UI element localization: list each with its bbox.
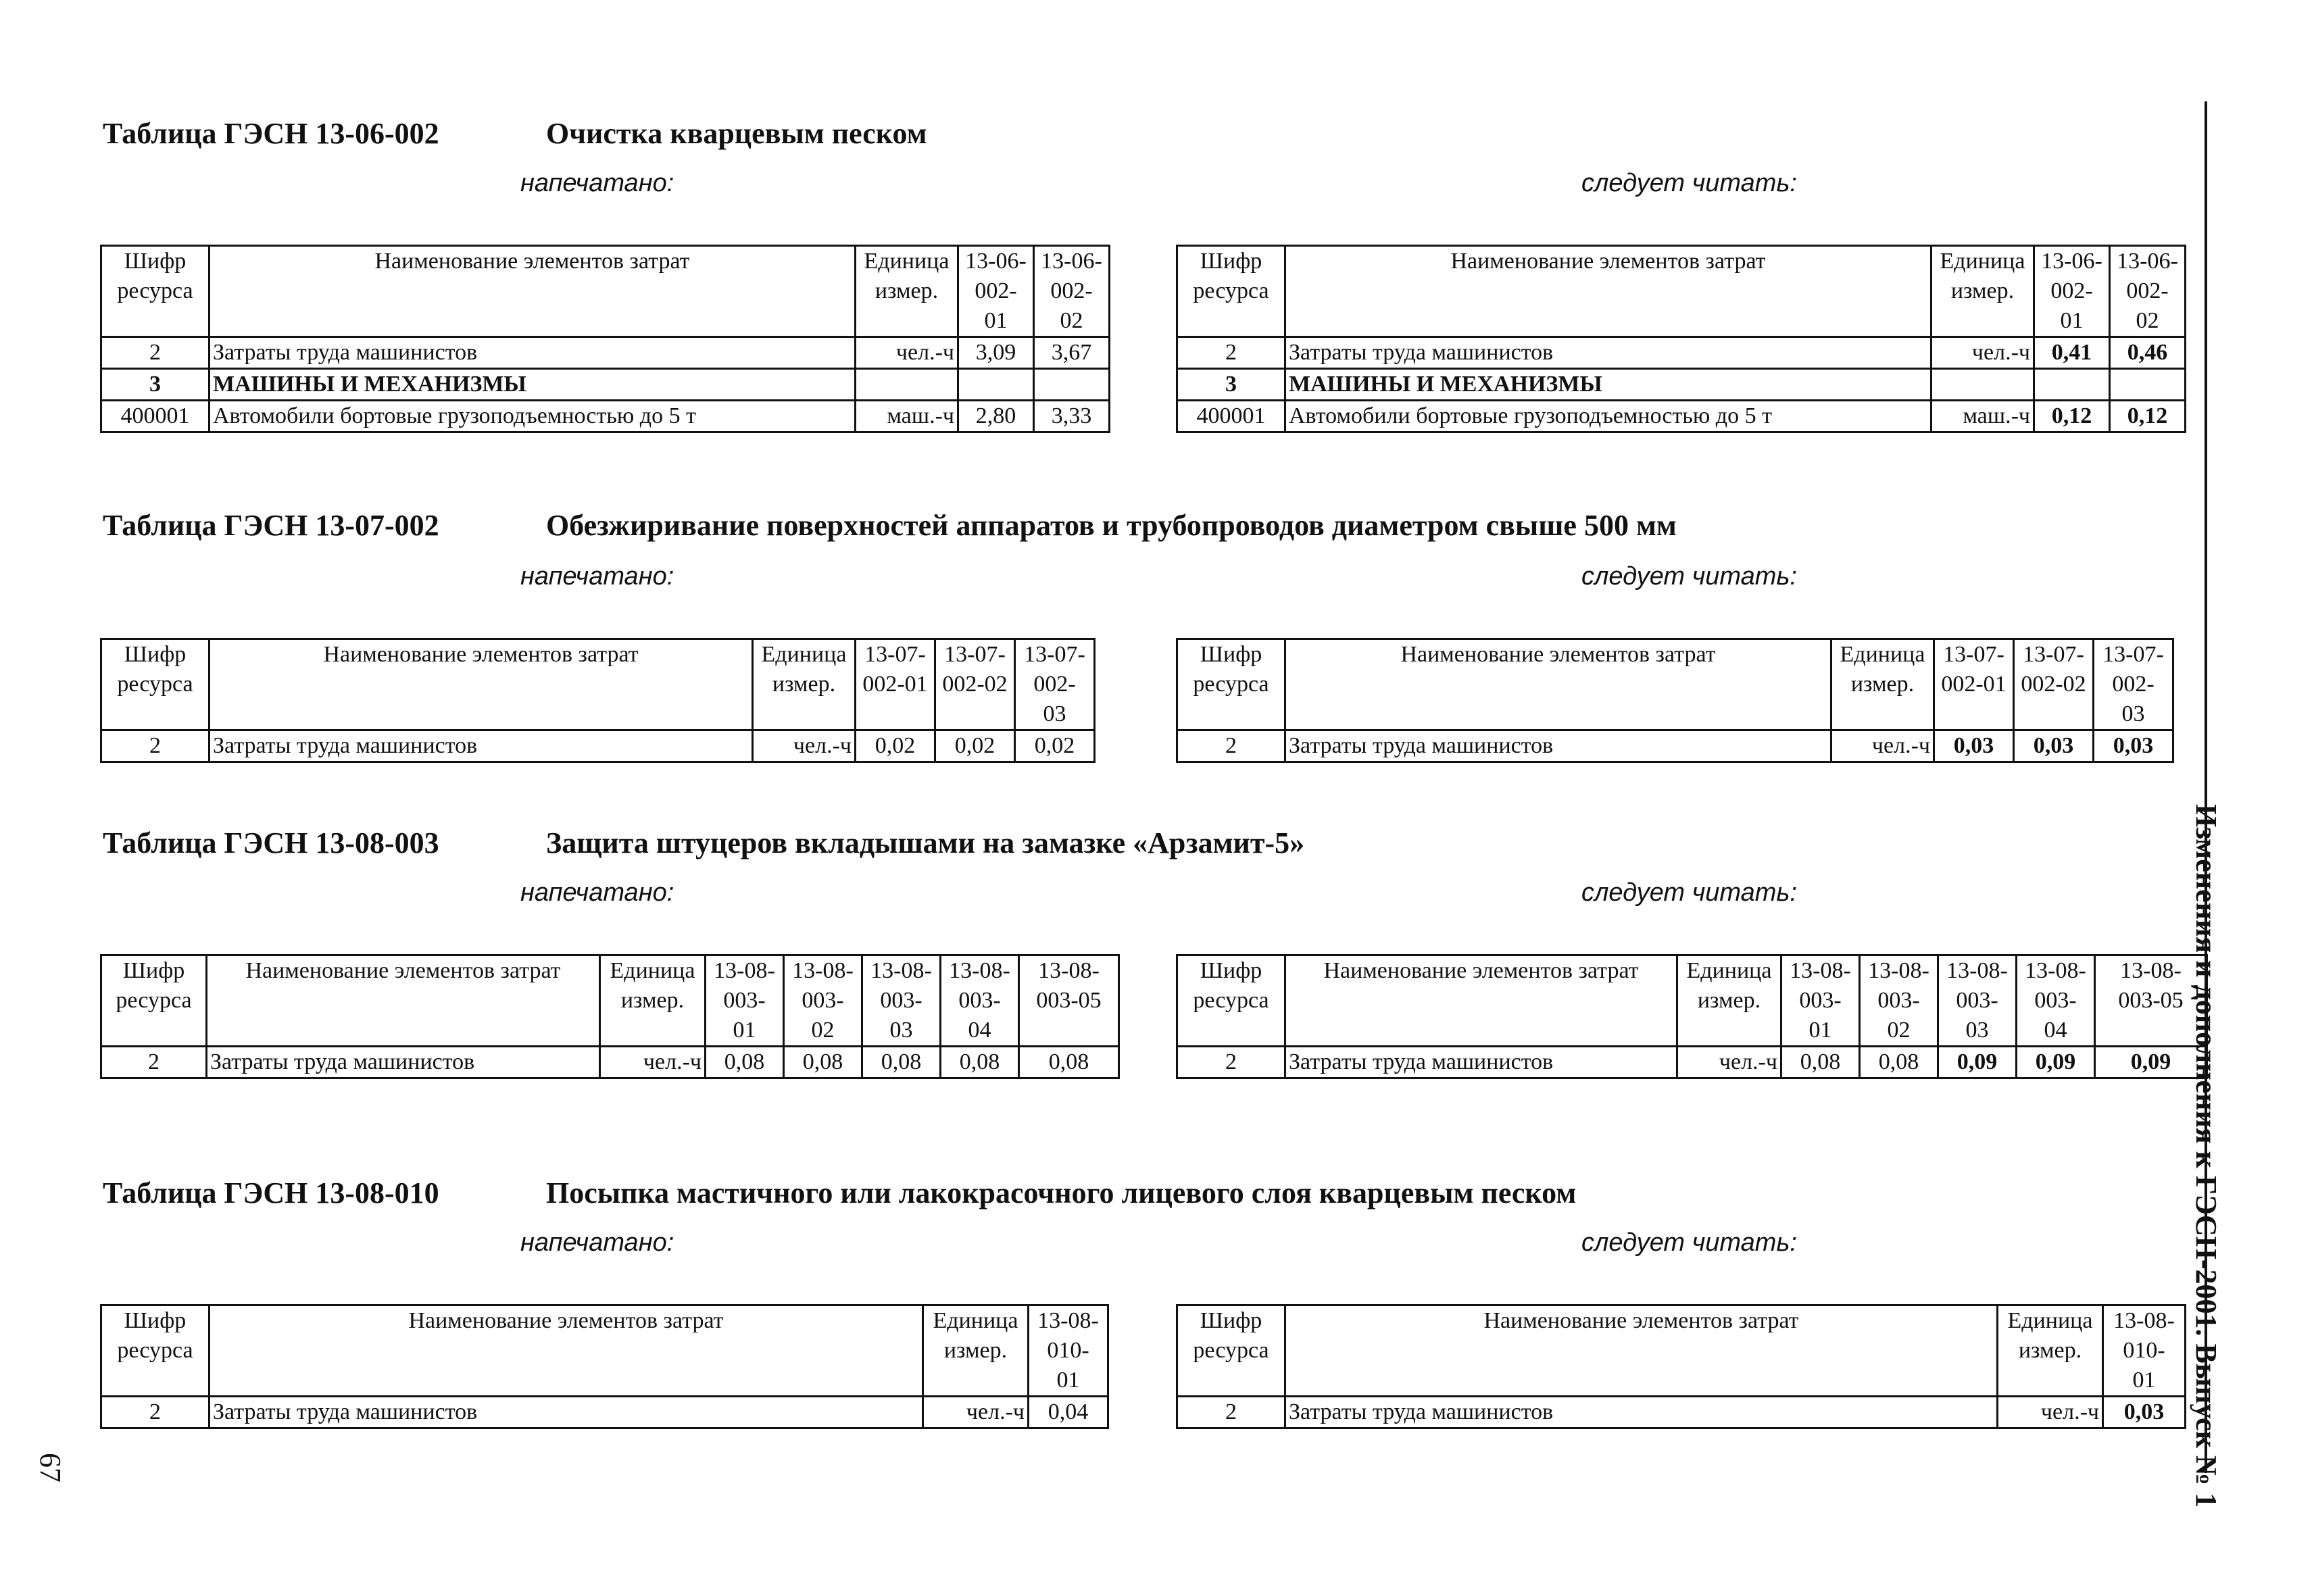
table-row xyxy=(101,401,1110,432)
header-code: Шифр ресурса xyxy=(1177,955,1285,1047)
header-column: 13-08- 003- 03 xyxy=(1938,955,2017,1047)
table-row xyxy=(1177,1047,2207,1078)
cell-code: 2 xyxy=(101,730,210,762)
cell-code: 2 xyxy=(1177,337,1285,369)
header-column: 13-08- 010- 01 xyxy=(2103,1305,2186,1397)
cell-value xyxy=(958,369,1034,401)
table-row xyxy=(101,337,1110,369)
table-row xyxy=(101,730,1095,762)
cell-name: МАШИНЫ И МЕХАНИЗМЫ xyxy=(1285,369,1931,401)
cell-value: 0,46 xyxy=(2110,337,2186,369)
cell-name: Затраты труда машинистов xyxy=(1285,1397,1998,1428)
header-code: Шифр ресурса xyxy=(1177,639,1285,730)
cell-name: Затраты труда машинистов xyxy=(210,337,856,369)
header-column: 13-07- 002- 03 xyxy=(1015,639,1095,730)
table-row xyxy=(101,1397,1108,1428)
cell-value: 0,08 xyxy=(1781,1047,1860,1078)
header-column: 13-06- 002- 01 xyxy=(958,246,1034,337)
cell-name: Затраты труда машинистов xyxy=(207,1047,600,1078)
cell-value: 0,12 xyxy=(2110,401,2186,432)
cell-value: 0,08 xyxy=(784,1047,862,1078)
header-unit: Единица измер. xyxy=(753,639,856,730)
header-name: Наименование элементов затрат xyxy=(207,955,600,1047)
header-name: Наименование элементов затрат xyxy=(210,639,753,730)
cell-value: 0,08 xyxy=(706,1047,784,1078)
header-unit: Единица измер. xyxy=(1831,639,1934,730)
header-column: 13-08- 003- 01 xyxy=(706,955,784,1047)
side-header: Изменения и дополнения к ГЭСН-2001. Выпуск № 1 xyxy=(2190,804,2223,1508)
table-row xyxy=(101,1047,1119,1078)
header-column: 13-08- 010- 01 xyxy=(1029,1305,1108,1397)
table-title xyxy=(103,116,927,151)
cell-value xyxy=(2034,369,2110,401)
corrected-table xyxy=(1176,638,2174,763)
page-number: 67 xyxy=(34,1453,67,1482)
caption-printed: напечатано: xyxy=(520,169,674,197)
header-row xyxy=(1177,246,2186,337)
header-code: Шифр ресурса xyxy=(101,955,207,1047)
cell-code: 2 xyxy=(1177,730,1285,762)
cell-value: 0,41 xyxy=(2034,337,2110,369)
header-name: Наименование элементов затрат xyxy=(1285,639,1831,730)
cell-unit xyxy=(1931,369,2034,401)
header-column: 13-07- 002-02 xyxy=(2014,639,2094,730)
header-unit: Единица измер. xyxy=(923,1305,1029,1397)
header-code: Шифр ресурса xyxy=(101,1305,210,1397)
cell-unit: чел.-ч xyxy=(1998,1397,2103,1428)
cell-value: 0,09 xyxy=(1938,1047,2017,1078)
cell-unit: чел.-ч xyxy=(1677,1047,1781,1078)
header-code: Шифр ресурса xyxy=(1177,246,1285,337)
cell-code: 3 xyxy=(101,369,210,401)
header-column: 13-08- 003-05 xyxy=(1019,955,1119,1047)
corrected-table xyxy=(1176,245,2186,433)
cell-unit: маш.-ч xyxy=(1931,401,2034,432)
header-column: 13-08- 003- 04 xyxy=(2017,955,2095,1047)
table-name: Защита штуцеров вкладышами на замазке «Арзамит-5» xyxy=(546,826,1305,859)
header-unit: Единица измер. xyxy=(1931,246,2034,337)
cell-name: Затраты труда машинистов xyxy=(1285,1047,1677,1078)
corrected-table xyxy=(1176,954,2208,1079)
cell-unit: чел.-ч xyxy=(600,1047,706,1078)
cell-name: Затраты труда машинистов xyxy=(210,1397,923,1428)
table-row xyxy=(1177,401,2186,432)
header-name: Наименование элементов затрат xyxy=(210,1305,923,1397)
caption-printed: напечатано: xyxy=(520,878,674,907)
table-code: Таблица ГЭСН 13-06-002 xyxy=(103,117,439,150)
table-name: Посыпка мастичного или лакокрасочного лицевого слоя кварцевым песком xyxy=(546,1176,1577,1210)
table-code: Таблица ГЭСН 13-08-003 xyxy=(103,826,439,859)
table-title xyxy=(103,508,1677,543)
cell-code: 2 xyxy=(101,1397,210,1428)
header-name: Наименование элементов затрат xyxy=(1285,1305,1998,1397)
cell-name: Автомобили бортовые грузоподъемностью до 5 т xyxy=(210,401,856,432)
table-row xyxy=(1177,337,2186,369)
table-row xyxy=(1177,1397,2186,1428)
header-unit: Единица измер. xyxy=(1998,1305,2103,1397)
cell-value: 0,09 xyxy=(2095,1047,2207,1078)
header-row xyxy=(1177,955,2207,1047)
header-column: 13-07- 002- 03 xyxy=(2094,639,2173,730)
cell-unit: чел.-ч xyxy=(923,1397,1029,1428)
header-column: 13-08- 003-05 xyxy=(2095,955,2207,1047)
header-column: 13-08- 003- 03 xyxy=(862,955,941,1047)
cell-code: 400001 xyxy=(101,401,210,432)
cell-value: 0,03 xyxy=(2103,1397,2186,1428)
header-code: Шифр ресурса xyxy=(1177,1305,1285,1397)
header-column: 13-08- 003- 02 xyxy=(1860,955,1938,1047)
cell-name: МАШИНЫ И МЕХАНИЗМЫ xyxy=(210,369,856,401)
cell-value: 0,08 xyxy=(1019,1047,1119,1078)
caption-printed: напечатано: xyxy=(520,562,674,591)
table-row xyxy=(101,369,1110,401)
cell-value: 3,33 xyxy=(1034,401,1110,432)
caption-should-read: следует читать: xyxy=(1581,562,1797,591)
caption-should-read: следует читать: xyxy=(1581,878,1797,907)
caption-should-read: следует читать: xyxy=(1581,169,1797,197)
cell-value: 0,08 xyxy=(862,1047,941,1078)
cell-code: 2 xyxy=(1177,1397,1285,1428)
header-name: Наименование элементов затрат xyxy=(1285,246,1931,337)
header-name: Наименование элементов затрат xyxy=(1285,955,1677,1047)
cell-name: Затраты труда машинистов xyxy=(1285,337,1931,369)
header-unit: Единица измер. xyxy=(1677,955,1781,1047)
corrected-table xyxy=(1176,1304,2186,1429)
cell-value: 0,03 xyxy=(1934,730,2014,762)
header-column: 13-06- 002- 02 xyxy=(2110,246,2186,337)
table-code: Таблица ГЭСН 13-07-002 xyxy=(103,509,439,542)
cell-value: 0,04 xyxy=(1029,1397,1108,1428)
cell-name: Затраты труда машинистов xyxy=(210,730,753,762)
header-column: 13-07- 002-02 xyxy=(935,639,1015,730)
header-code: Шифр ресурса xyxy=(101,639,210,730)
header-column: 13-07- 002-01 xyxy=(856,639,935,730)
header-row xyxy=(101,955,1119,1047)
cell-value: 0,08 xyxy=(941,1047,1019,1078)
cell-unit: чел.-ч xyxy=(753,730,856,762)
header-column: 13-08- 003- 01 xyxy=(1781,955,1860,1047)
table-name: Очистка кварцевым песком xyxy=(546,117,927,150)
printed-table xyxy=(100,638,1096,763)
table-code: Таблица ГЭСН 13-08-010 xyxy=(103,1176,439,1210)
cell-code: 2 xyxy=(1177,1047,1285,1078)
cell-code: 400001 xyxy=(1177,401,1285,432)
cell-code: 2 xyxy=(101,1047,207,1078)
cell-value: 3,09 xyxy=(958,337,1034,369)
cell-value: 0,02 xyxy=(856,730,935,762)
cell-code: 3 xyxy=(1177,369,1285,401)
printed-table xyxy=(100,245,1110,433)
cell-value xyxy=(1034,369,1110,401)
cell-value: 2,80 xyxy=(958,401,1034,432)
header-row xyxy=(101,639,1095,730)
header-unit: Единица измер. xyxy=(600,955,706,1047)
header-column: 13-08- 003- 02 xyxy=(784,955,862,1047)
caption-printed: напечатано: xyxy=(520,1228,674,1257)
header-row xyxy=(1177,1305,2186,1397)
header-column: 13-08- 003- 04 xyxy=(941,955,1019,1047)
cell-name: Затраты труда машинистов xyxy=(1285,730,1831,762)
cell-value: 0,09 xyxy=(2017,1047,2095,1078)
printed-table xyxy=(100,1304,1109,1429)
cell-value: 0,03 xyxy=(2014,730,2094,762)
cell-value xyxy=(2110,369,2186,401)
cell-unit xyxy=(856,369,958,401)
cell-code: 2 xyxy=(101,337,210,369)
header-row xyxy=(101,1305,1108,1397)
header-name: Наименование элементов затрат xyxy=(210,246,856,337)
table-name: Обезжиривание поверхностей аппаратов и трубопроводов диаметром свыше 500 мм xyxy=(546,509,1677,542)
cell-value: 0,08 xyxy=(1860,1047,1938,1078)
cell-unit: чел.-ч xyxy=(856,337,958,369)
header-column: 13-06- 002- 02 xyxy=(1034,246,1110,337)
header-column: 13-07- 002-01 xyxy=(1934,639,2014,730)
cell-value: 0,03 xyxy=(2094,730,2173,762)
cell-value: 3,67 xyxy=(1034,337,1110,369)
header-code: Шифр ресурса xyxy=(101,246,210,337)
cell-unit: чел.-ч xyxy=(1931,337,2034,369)
printed-table xyxy=(100,954,1120,1079)
header-row xyxy=(101,246,1110,337)
header-row xyxy=(1177,639,2173,730)
cell-name: Автомобили бортовые грузоподъемностью до 5 т xyxy=(1285,401,1931,432)
table-row xyxy=(1177,730,2173,762)
table-row xyxy=(1177,369,2186,401)
cell-value: 0,02 xyxy=(1015,730,1095,762)
caption-should-read: следует читать: xyxy=(1581,1228,1797,1257)
cell-unit: чел.-ч xyxy=(1831,730,1934,762)
table-title xyxy=(103,826,1304,860)
cell-unit: маш.-ч xyxy=(856,401,958,432)
cell-value: 0,12 xyxy=(2034,401,2110,432)
header-column: 13-06- 002- 01 xyxy=(2034,246,2110,337)
table-title xyxy=(103,1176,1576,1210)
header-unit: Единица измер. xyxy=(856,246,958,337)
cell-value: 0,02 xyxy=(935,730,1015,762)
